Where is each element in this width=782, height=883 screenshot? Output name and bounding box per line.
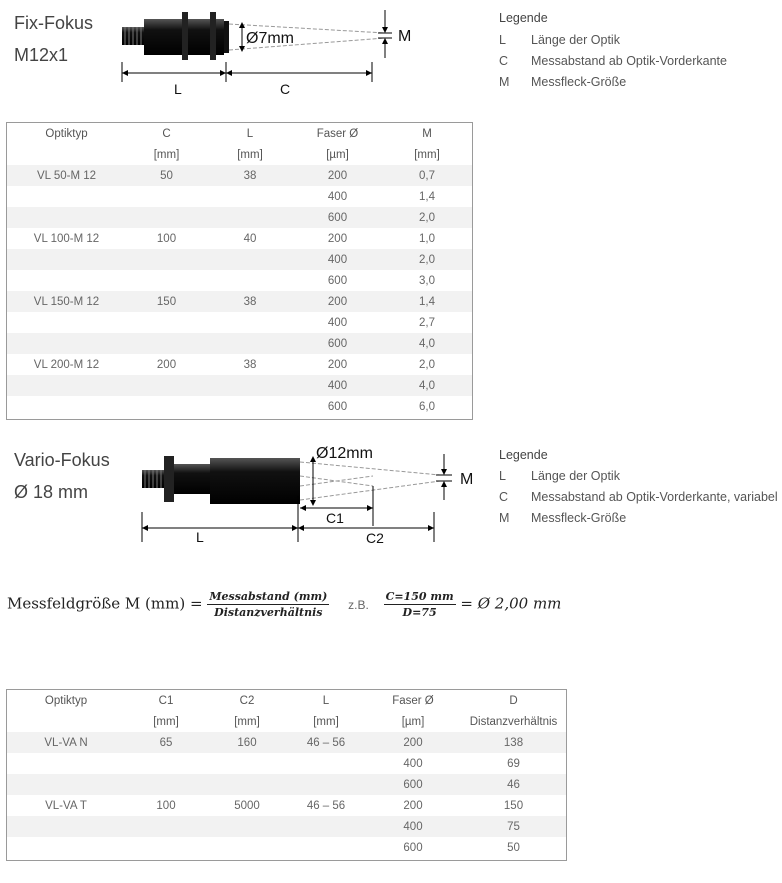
table-cell: 400: [293, 375, 382, 396]
table-cell: [207, 186, 293, 207]
table-cell: [207, 207, 293, 228]
fix-m-label: M: [398, 28, 412, 45]
fix-legend-heading: Legende: [499, 11, 548, 25]
table-row: [7, 312, 472, 333]
col-unit: [µm]: [326, 148, 349, 161]
table-cell: [287, 816, 365, 837]
table-cell: 3,0: [419, 274, 435, 287]
table-cell: 160: [207, 732, 287, 753]
formula-example-fraction: [384, 590, 456, 619]
vario-neck: [174, 464, 210, 494]
table-row: [7, 837, 566, 858]
vario-legend-heading: Legende: [499, 448, 548, 462]
table-cell: 69: [507, 757, 520, 770]
table-row: [7, 333, 472, 354]
table-row: [7, 228, 472, 249]
table-cell: 38: [207, 165, 293, 186]
col-header: M: [422, 127, 432, 140]
table-cell: 100: [156, 232, 177, 245]
table-cell: [125, 837, 207, 858]
table-cell: 46: [461, 774, 566, 795]
vario-m-label: M: [460, 471, 474, 488]
col-header: Faser Ø: [316, 127, 359, 140]
formula-lhs: Messfeldgröße M (mm) =: [7, 594, 203, 613]
table-cell: VL 50-M 12: [7, 165, 126, 186]
table-row: [7, 186, 472, 207]
col-header: Faser Ø: [392, 694, 434, 707]
table-cell: 6,0: [419, 400, 435, 413]
table-cell: [287, 837, 365, 858]
table-cell: 600: [403, 841, 423, 854]
fix-c-label: C: [280, 81, 291, 97]
vario-subtitle: Ø 18 mm: [14, 482, 89, 502]
vario-table-header-row: [7, 690, 566, 711]
col-unit: [mm]: [234, 715, 260, 728]
col-unit: [7, 144, 126, 165]
table-cell: 50: [126, 165, 207, 186]
table-cell: VL 100-M 12: [33, 232, 100, 245]
vario-title: Vario-Fokus: [14, 450, 110, 470]
table-cell: VL 200-M 12: [33, 358, 100, 371]
table-cell: VL-VA T: [45, 799, 87, 812]
table-row: [7, 354, 472, 375]
col-header: C: [162, 127, 171, 140]
table-cell: [207, 375, 293, 396]
vario-l-label: L: [196, 529, 204, 545]
table-cell: [7, 249, 126, 270]
table-cell: [207, 837, 287, 858]
table-cell: 1,4: [419, 190, 435, 203]
table-cell: 4,0: [382, 333, 472, 354]
table-cell: 40: [243, 232, 257, 245]
col-unit: [7, 711, 125, 732]
table-cell: [7, 186, 126, 207]
vario-c2-label: C2: [366, 530, 384, 546]
table-cell: [7, 774, 125, 795]
table-cell: [7, 753, 125, 774]
table-cell: [7, 312, 126, 333]
table-cell: 600: [365, 774, 461, 795]
table-cell: 1,4: [382, 291, 472, 312]
table-cell: 200: [403, 799, 423, 812]
fix-tip: [224, 21, 229, 53]
table-cell: 200: [293, 291, 382, 312]
table-cell: 38: [243, 358, 257, 371]
table-cell: [125, 774, 207, 795]
table-row: [7, 165, 472, 186]
table-cell: 400: [365, 816, 461, 837]
fix-l-label: L: [174, 81, 182, 97]
fix-spec-table: [7, 123, 472, 417]
col-header: Optiktyp: [45, 127, 88, 140]
table-cell: 46 – 56: [287, 732, 365, 753]
col-header: C1: [158, 694, 174, 707]
table-row: [7, 396, 472, 417]
table-cell: [126, 270, 207, 291]
table-cell: [207, 774, 287, 795]
col-unit: [µm]: [401, 715, 425, 728]
col-header: L: [246, 127, 254, 140]
table-cell: [126, 333, 207, 354]
table-cell: [7, 207, 126, 228]
col-header: L: [322, 694, 330, 707]
table-cell: 2,7: [419, 316, 435, 329]
table-cell: [126, 312, 207, 333]
table-row: [7, 291, 472, 312]
table-cell: [287, 774, 365, 795]
table-row: [7, 795, 566, 816]
fix-nut-1: [182, 12, 188, 60]
table-row: [7, 207, 472, 228]
table-cell: 100: [156, 799, 176, 812]
table-cell: [207, 816, 287, 837]
table-cell: 400: [327, 190, 348, 203]
table-cell: 38: [207, 291, 293, 312]
col-header: Optiktyp: [44, 694, 88, 707]
table-cell: [287, 753, 365, 774]
table-cell: 200: [327, 232, 348, 245]
col-header: C2: [239, 694, 255, 707]
fix-optic-diagram: [110, 0, 420, 100]
table-cell: [207, 270, 293, 291]
table-row: [7, 732, 566, 753]
formula-numerator: Messabstand (mm): [209, 590, 328, 603]
col-unit: [mm]: [313, 715, 339, 728]
table-row: [7, 249, 472, 270]
table-cell: 50: [507, 841, 520, 854]
table-cell: [7, 396, 126, 417]
fix-table-header-row: [7, 123, 472, 144]
formula-example-label: z.B.: [348, 597, 369, 612]
table-cell: 4,0: [382, 375, 472, 396]
table-row: [7, 816, 566, 837]
col-unit: [mm]: [414, 148, 440, 161]
vario-optic-diagram: [130, 438, 490, 550]
formula-example-numerator: C=150 mm: [385, 590, 454, 603]
table-cell: 5000: [234, 799, 260, 812]
vario-nut: [164, 456, 174, 502]
table-cell: [126, 396, 207, 417]
table-cell: 600: [293, 207, 382, 228]
table-cell: [125, 816, 207, 837]
table-cell: 200: [156, 358, 177, 371]
table-cell: [207, 312, 293, 333]
table-cell: 1,0: [419, 232, 435, 245]
table-cell: [126, 186, 207, 207]
table-cell: [125, 753, 207, 774]
vario-body: [210, 458, 300, 504]
table-cell: 600: [327, 400, 348, 413]
table-row: [7, 753, 566, 774]
table-row: [7, 270, 472, 291]
table-cell: 200: [327, 358, 348, 371]
table-cell: VL-VA N: [7, 732, 125, 753]
formula-denominator: Distanzverhältnis: [214, 606, 323, 619]
table-cell: 46 – 56: [306, 799, 346, 812]
col-unit: [mm]: [237, 148, 263, 161]
table-cell: 75: [461, 816, 566, 837]
table-cell: 150: [503, 799, 524, 812]
table-cell: 600: [327, 274, 348, 287]
table-cell: [7, 816, 125, 837]
table-cell: 2,0: [382, 249, 472, 270]
fix-diameter-label: Ø7mm: [246, 30, 294, 47]
table-cell: [7, 375, 126, 396]
col-unit: [mm]: [153, 148, 180, 161]
formula-fraction: [207, 590, 329, 619]
table-row: [7, 375, 472, 396]
table-cell: [7, 333, 126, 354]
table-cell: VL 150-M 12: [7, 291, 126, 312]
table-cell: 600: [293, 333, 382, 354]
fix-nut-2: [210, 12, 216, 60]
vario-table-unit-row: [7, 711, 566, 732]
fix-subtitle: M12x1: [14, 45, 69, 65]
fix-title: Fix-Fokus: [14, 13, 94, 33]
formula-example-denominator: D=75: [402, 606, 437, 619]
table-cell: [7, 837, 125, 858]
col-unit: Distanzverhältnis: [469, 715, 558, 728]
fix-table-unit-row: [7, 144, 472, 165]
spot-size-formula: [7, 590, 561, 619]
table-cell: [126, 249, 207, 270]
vario-c1-label: C1: [326, 510, 344, 526]
table-cell: [207, 249, 293, 270]
table-cell: 0,7: [382, 165, 472, 186]
table-row: [7, 774, 566, 795]
table-cell: [207, 333, 293, 354]
table-cell: 200: [365, 732, 461, 753]
table-cell: [207, 753, 287, 774]
table-cell: 2,0: [382, 207, 472, 228]
formula-result: = Ø 2,00 mm: [460, 594, 562, 613]
vario-spec-table: [7, 690, 566, 858]
table-cell: 150: [126, 291, 207, 312]
col-unit: [mm]: [153, 715, 179, 728]
table-cell: 200: [293, 165, 382, 186]
table-cell: 138: [461, 732, 566, 753]
table-cell: 400: [403, 757, 423, 770]
table-cell: 400: [327, 316, 348, 329]
table-cell: [7, 270, 126, 291]
table-cell: 400: [293, 249, 382, 270]
table-cell: 65: [125, 732, 207, 753]
table-cell: [126, 375, 207, 396]
col-header: D: [509, 694, 518, 707]
table-cell: [126, 207, 207, 228]
table-cell: 2,0: [419, 358, 435, 371]
table-cell: [207, 396, 293, 417]
vario-diameter-label: Ø12mm: [316, 445, 373, 462]
